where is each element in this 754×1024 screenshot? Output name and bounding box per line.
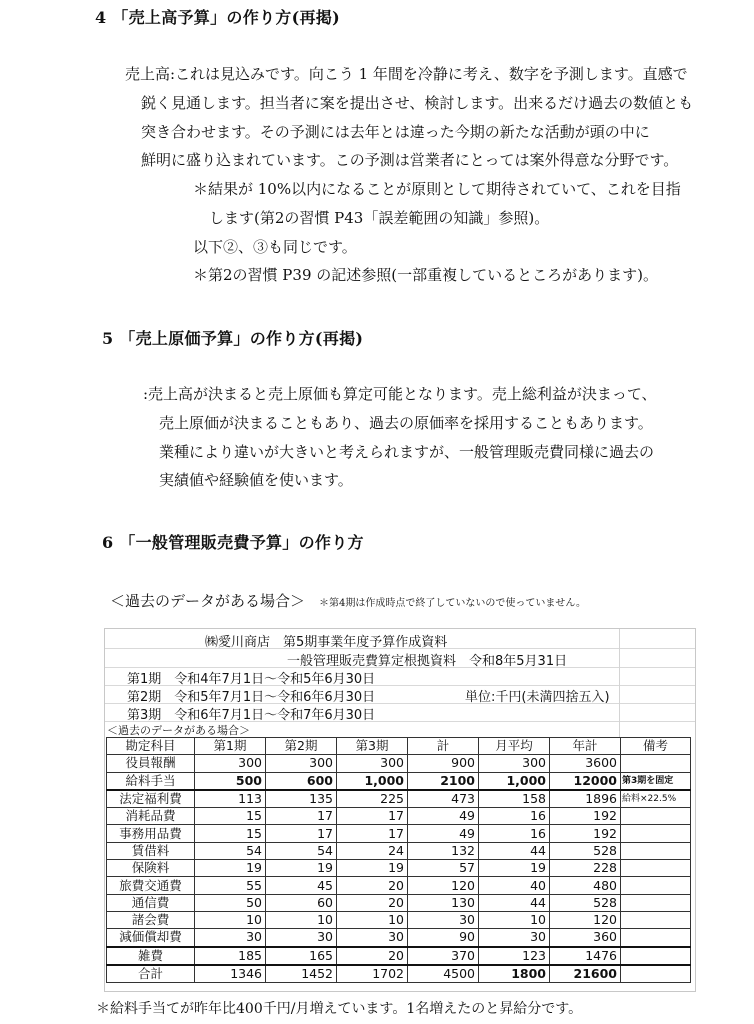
cell-item: 事務用品費 <box>107 825 195 842</box>
cell-p3: 17 <box>337 825 408 842</box>
cell-item: 法定福利費 <box>107 790 195 808</box>
cell-year: 480 <box>550 877 621 894</box>
cell-p1: 54 <box>195 842 266 859</box>
cell-p3: 24 <box>337 842 408 859</box>
paragraph-line: 売上原価が決まることもあり、過去の原価率を採用することもあります。 <box>159 413 653 432</box>
cell-note <box>621 911 691 928</box>
paragraph-line: 鮮明に盛り込まれています。この予測は営業者にとっては案外得意な分野です。 <box>141 151 679 170</box>
cell-note <box>621 965 691 983</box>
cell-year: 21600 <box>550 965 621 983</box>
case-label: ＜過去のデータがある場合＞ <box>110 592 306 610</box>
note-line: ＊第2の習慣 P39 の記述参照(一部重複しているところがあります)。 <box>193 266 658 285</box>
cell-p3: 225 <box>337 790 408 808</box>
header-item: 勘定科目 <box>107 738 195 755</box>
cell-note <box>621 929 691 947</box>
case-label-small: ＜過去のデータがある場合＞ <box>107 724 250 737</box>
cell-total: 370 <box>408 947 479 965</box>
cell-p3: 300 <box>337 755 408 772</box>
cell-year: 192 <box>550 825 621 842</box>
cell-avg: 158 <box>479 790 550 808</box>
section4-heading: 4 「売上高予算」の作り方(再掲) <box>95 8 340 27</box>
cell-total: 57 <box>408 860 479 877</box>
cell-p3: 20 <box>337 947 408 965</box>
cell-p2: 10 <box>266 911 337 928</box>
cell-item: 賃借料 <box>107 842 195 859</box>
cell-avg: 16 <box>479 825 550 842</box>
paragraph-line: 鋭く見通します。担当者に案を提出させ、検討します。出来るだけ過去の数値とも <box>141 93 694 112</box>
paragraph-line: 売上高:これは見込みです。向こう 1 年間を冷静に考え、数字を予測します。直感で <box>125 65 688 83</box>
cell-item: 減価償却費 <box>107 929 195 947</box>
period-3: 第3期 令和6年7月1日～令和7年6月30日 <box>127 708 376 723</box>
table-row <box>107 842 691 859</box>
period-1: 第1期 令和4年7月1日～令和5年6月30日 <box>127 672 376 687</box>
cell-p1: 15 <box>195 825 266 842</box>
section4-notes <box>193 175 681 290</box>
cell-year: 228 <box>550 860 621 877</box>
cell-p2: 165 <box>266 947 337 965</box>
cell-note <box>621 894 691 911</box>
cell-year: 12000 <box>550 772 621 790</box>
cell-p2: 60 <box>266 894 337 911</box>
cell-p1: 50 <box>195 894 266 911</box>
table-row <box>107 877 691 894</box>
cell-p1: 500 <box>195 772 266 790</box>
cell-p3: 19 <box>337 860 408 877</box>
table-header-row <box>107 738 691 755</box>
cell-total: 4500 <box>408 965 479 983</box>
cell-avg: 19 <box>479 860 550 877</box>
cell-note <box>621 755 691 772</box>
header-period1: 第1期 <box>195 738 266 755</box>
table-row <box>107 947 691 965</box>
cell-total: 49 <box>408 808 479 825</box>
cell-total: 49 <box>408 825 479 842</box>
table-row <box>107 894 691 911</box>
table-row <box>107 772 691 790</box>
cell-item: 給料手当 <box>107 772 195 790</box>
cell-total: 130 <box>408 894 479 911</box>
cell-p2: 19 <box>266 860 337 877</box>
cell-p1: 19 <box>195 860 266 877</box>
cell-note <box>621 947 691 965</box>
cell-total: 120 <box>408 877 479 894</box>
cell-note <box>621 860 691 877</box>
note-line: 以下②、③も同じです。 <box>193 237 357 256</box>
section6-subheading <box>110 590 586 611</box>
table-row <box>107 825 691 842</box>
cell-p2: 45 <box>266 877 337 894</box>
cell-item: 役員報酬 <box>107 755 195 772</box>
cell-p1: 113 <box>195 790 266 808</box>
cell-p1: 1346 <box>195 965 266 983</box>
section6-heading: 6 「一般管理販売費予算」の作り方 <box>102 533 364 552</box>
table-row <box>107 808 691 825</box>
header-annual: 年計 <box>550 738 621 755</box>
cell-p2: 54 <box>266 842 337 859</box>
cell-p3: 10 <box>337 911 408 928</box>
cell-item: 合計 <box>107 965 195 983</box>
unit-label: 単位:千円(未満四捨五入) <box>465 690 610 705</box>
cell-p3: 20 <box>337 877 408 894</box>
table-row <box>107 929 691 947</box>
cell-total: 473 <box>408 790 479 808</box>
expense-table <box>106 737 691 983</box>
cell-item: 通信費 <box>107 894 195 911</box>
cell-avg: 16 <box>479 808 550 825</box>
cell-p1: 185 <box>195 947 266 965</box>
cell-year: 192 <box>550 808 621 825</box>
cell-p2: 600 <box>266 772 337 790</box>
cell-p1: 15 <box>195 808 266 825</box>
cell-p2: 1452 <box>266 965 337 983</box>
header-total: 計 <box>408 738 479 755</box>
cell-p1: 30 <box>195 929 266 947</box>
cell-year: 1896 <box>550 790 621 808</box>
cell-total: 132 <box>408 842 479 859</box>
cell-item: 消耗品費 <box>107 808 195 825</box>
cell-item: 雑費 <box>107 947 195 965</box>
section5-paragraph <box>143 380 657 495</box>
section4-paragraph <box>125 60 693 175</box>
note-line: ＊結果が 10%以内になることが原則として期待されていて、これを目指 <box>193 180 681 198</box>
cell-avg: 10 <box>479 911 550 928</box>
cell-p2: 17 <box>266 825 337 842</box>
cell-avg: 123 <box>479 947 550 965</box>
cell-p2: 30 <box>266 929 337 947</box>
cell-total: 900 <box>408 755 479 772</box>
cell-p3: 17 <box>337 808 408 825</box>
cell-year: 528 <box>550 894 621 911</box>
cell-p3: 1,000 <box>337 772 408 790</box>
cell-item: 旅費交通費 <box>107 877 195 894</box>
header-period3: 第3期 <box>337 738 408 755</box>
header-remarks: 備考 <box>621 738 691 755</box>
table-row <box>107 860 691 877</box>
cell-avg: 44 <box>479 894 550 911</box>
cell-p1: 10 <box>195 911 266 928</box>
cell-p2: 135 <box>266 790 337 808</box>
cell-note: 第3期を固定 <box>621 772 691 790</box>
footnote: ＊給料手当てが昨年比400千円/月増えています。1名増えたのと昇給分です。 <box>96 1001 583 1017</box>
cell-total: 90 <box>408 929 479 947</box>
cell-avg: 300 <box>479 755 550 772</box>
table-row <box>107 911 691 928</box>
table-row <box>107 965 691 983</box>
period-2: 第2期 令和5年7月1日～令和6年6月30日 <box>127 690 376 705</box>
cell-p3: 1702 <box>337 965 408 983</box>
cell-total: 2100 <box>408 772 479 790</box>
cell-avg: 44 <box>479 842 550 859</box>
sheet-subtitle: 一般管理販売費算定根拠資料 令和8年5月31日 <box>287 654 568 669</box>
cell-p3: 30 <box>337 929 408 947</box>
table-row <box>107 790 691 808</box>
cell-p1: 300 <box>195 755 266 772</box>
cell-item: 保険料 <box>107 860 195 877</box>
note-line: します(第2の習慣 P43「誤差範囲の知識」参照)。 <box>209 208 550 227</box>
cell-year: 3600 <box>550 755 621 772</box>
cell-avg: 1,000 <box>479 772 550 790</box>
table-row <box>107 755 691 772</box>
cell-avg: 1800 <box>479 965 550 983</box>
cell-note <box>621 877 691 894</box>
cell-total: 30 <box>408 911 479 928</box>
cell-note <box>621 808 691 825</box>
header-monthly-avg: 月平均 <box>479 738 550 755</box>
sheet-title: ㈱愛川商店 第5期事業年度予算作成資料 <box>205 635 448 650</box>
paragraph-line: 突き合わせます。その予測には去年とは違った今期の新たな活動が頭の中に <box>141 122 650 141</box>
cell-p1: 55 <box>195 877 266 894</box>
cell-p3: 20 <box>337 894 408 911</box>
cell-year: 528 <box>550 842 621 859</box>
cell-avg: 30 <box>479 929 550 947</box>
cell-year: 360 <box>550 929 621 947</box>
cell-note <box>621 825 691 842</box>
budget-spreadsheet <box>104 628 696 992</box>
header-period2: 第2期 <box>266 738 337 755</box>
cell-item: 諸会費 <box>107 911 195 928</box>
paragraph-line: 実績値や経験値を使います。 <box>159 471 353 490</box>
paragraph-line: :売上高が決まると売上原価も算定可能となります。売上総利益が決まって、 <box>143 385 657 403</box>
cell-year: 120 <box>550 911 621 928</box>
section5-heading: 5 「売上原価予算」の作り方(再掲) <box>102 329 364 348</box>
cell-note <box>621 842 691 859</box>
cell-avg: 40 <box>479 877 550 894</box>
cell-year: 1476 <box>550 947 621 965</box>
cell-p2: 300 <box>266 755 337 772</box>
cell-note: 給料×22.5% <box>621 790 691 808</box>
cell-p2: 17 <box>266 808 337 825</box>
case-note: ＊第4期は作成時点で終了していないので使っていません。 <box>319 598 586 609</box>
paragraph-line: 業種により違いが大きいと考えられますが、一般管理販売費同様に過去の <box>159 442 655 461</box>
